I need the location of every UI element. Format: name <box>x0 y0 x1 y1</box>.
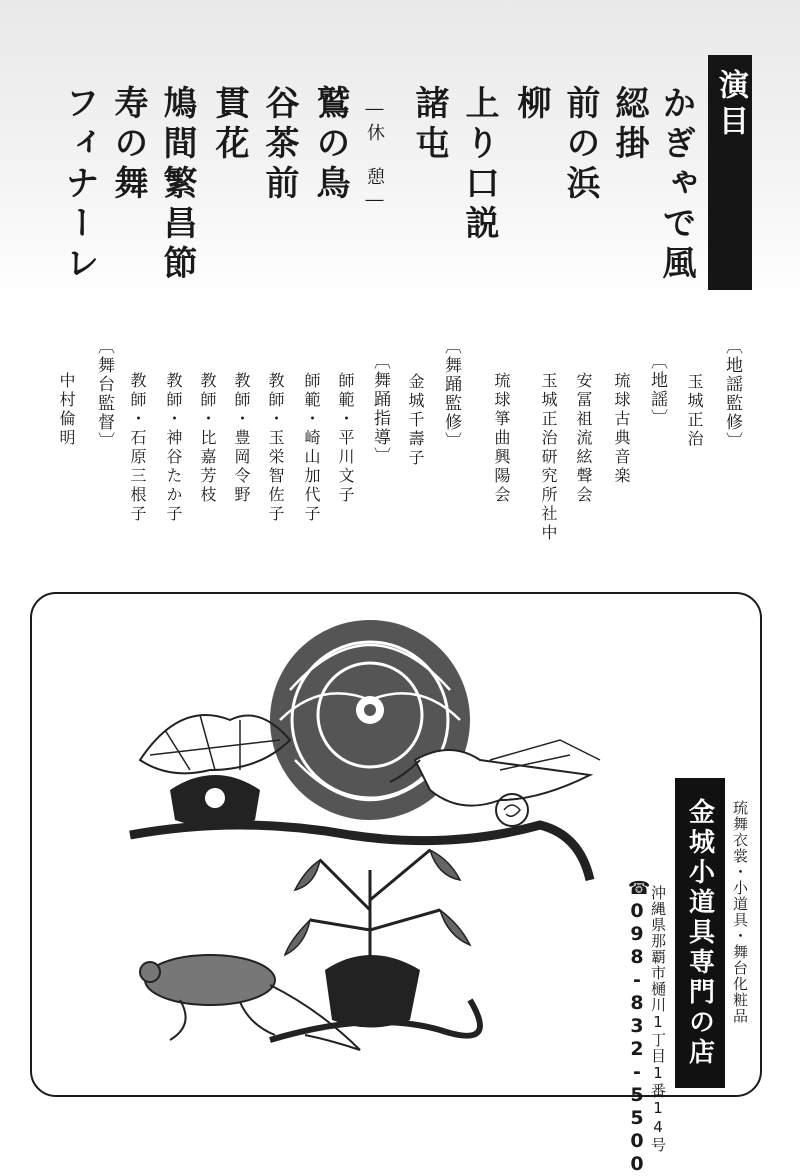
intermission-label: ―休 憩― <box>364 98 385 214</box>
program-item: 寿の舞 <box>108 85 148 205</box>
program-item: フィナーレ <box>59 85 99 285</box>
program-item: 貫花 <box>209 85 249 165</box>
program-title: 演目 <box>708 55 752 290</box>
program-item: 谷茶前 <box>259 85 299 205</box>
credit-name: 教師・玉栄智佐子 <box>266 372 285 524</box>
program-item: 上り口説 <box>459 85 499 245</box>
pine-bonsai-icon <box>140 715 290 828</box>
program-item: かぎゃで風 <box>656 85 696 285</box>
program-item: 前の浜 <box>560 85 600 205</box>
credit-name: 教師・石原三根子 <box>128 372 147 524</box>
credit-name: 金城千壽子 <box>406 373 425 468</box>
credit-name: 玉城正治研究所社中 <box>539 372 558 543</box>
shop-name: 金城小道具専門の店 <box>675 778 725 1088</box>
program-item: 柳 <box>511 85 551 125</box>
credit-heading: 〔舞踊指導〕 <box>370 352 390 466</box>
credit-name: 琉球箏曲興陽会 <box>492 372 511 505</box>
phone-icon: ☎ <box>628 878 651 899</box>
credit-name: 琉球古典音楽 <box>612 372 631 486</box>
credit-name: 師範・崎山加代子 <box>302 372 321 524</box>
shop-phone: 098-832-5500 <box>626 900 648 1176</box>
credit-name: 中村倫明 <box>57 372 76 448</box>
shop-address: 沖縄県那覇市樋川1丁目1番14号 <box>649 885 667 1153</box>
program-item: 諸屯 <box>409 85 449 165</box>
shop-tagline: 琉舞衣裳・小道具・舞台化粧品 <box>731 800 749 1024</box>
program-item: 綛掛 <box>609 85 649 165</box>
credit-heading: 〔舞台監督〕 <box>94 337 114 451</box>
credit-name: 安冨祖流絃聲会 <box>574 372 593 505</box>
credit-heading: 〔地謡〕 <box>647 352 667 428</box>
credit-heading: 〔舞踊監修〕 <box>441 337 461 451</box>
credit-name: 教師・神谷たか子 <box>164 372 183 524</box>
program-item: 鷲の鳥 <box>310 85 350 205</box>
credit-heading: 〔地謡監修〕 <box>722 337 742 451</box>
credit-name: 教師・豊岡令野 <box>232 372 251 505</box>
credit-name: 教師・比嘉芳枝 <box>198 372 217 505</box>
credit-name: 玉城正治 <box>685 373 704 449</box>
ad-illustration <box>120 610 620 1080</box>
credit-name: 師範・平川文子 <box>336 372 355 505</box>
bamboo-pot-icon <box>285 850 470 1028</box>
program-item: 鳩間繁昌節 <box>157 85 197 285</box>
